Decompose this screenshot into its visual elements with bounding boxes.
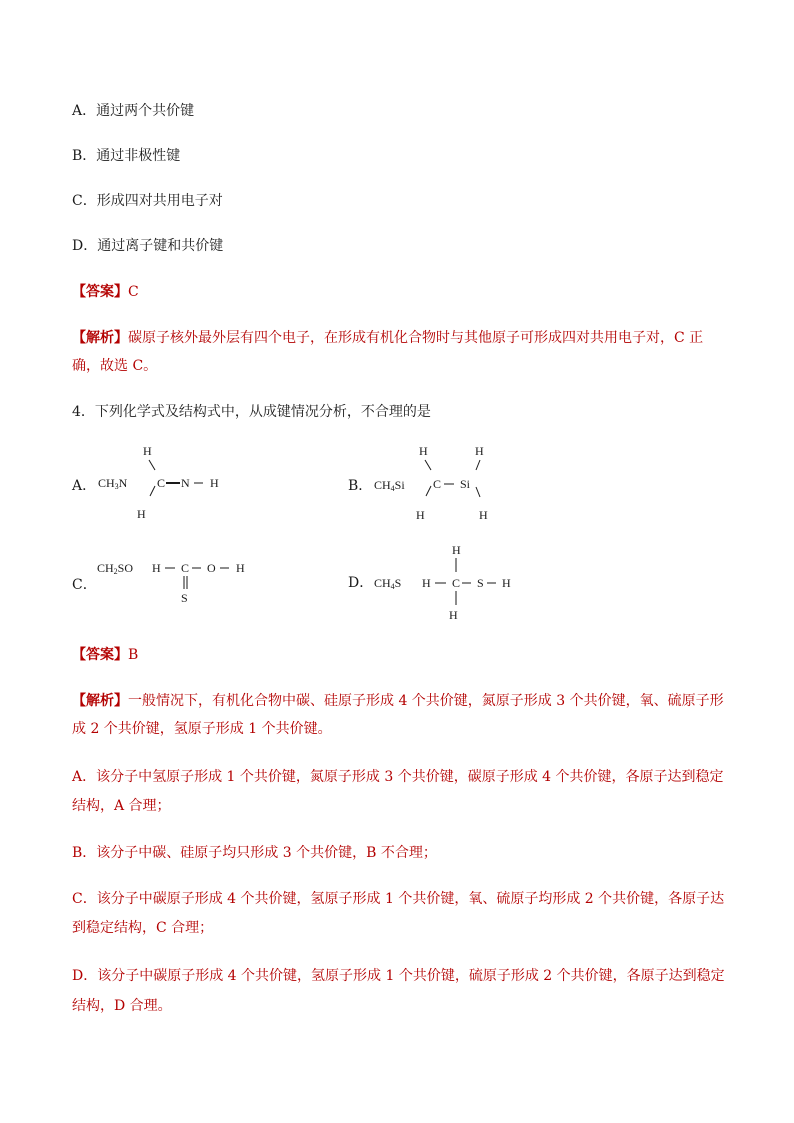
- formula-main: CH: [98, 476, 115, 490]
- formula-tail: S: [394, 576, 402, 590]
- formula-sub: 4: [390, 484, 395, 493]
- b-atom-si: Si: [460, 477, 471, 491]
- q3-analysis-line1: [72, 328, 703, 348]
- q4-option-c-formula: [97, 561, 133, 579]
- q4-analysis-b-line1: B．该分子中碳、硅原子均只形成 3 个共价键，B 不合理；: [72, 845, 437, 861]
- d-atom-h-left: H: [422, 576, 431, 590]
- q4-option-d-formula: [374, 576, 401, 594]
- a-atom-h-top: H: [143, 444, 152, 458]
- b-bond-c-h-bottom: [426, 486, 431, 496]
- q4-answer: [72, 645, 138, 665]
- formula-tail: Si: [394, 478, 405, 492]
- c-atom-o: O: [207, 561, 216, 575]
- b-atom-c: C: [433, 477, 442, 491]
- a-atom-h-bottom: H: [137, 507, 146, 521]
- a-atom-n: N: [181, 476, 190, 490]
- analysis-text: 碳原子核外最外层有四个电子，在形成有机化合物时与其他原子可形成四对共用电子对，C 正: [128, 330, 704, 346]
- q3-option-d: D．通过离子键和共价键: [72, 238, 224, 254]
- formula-sub: 2: [113, 567, 118, 576]
- formula-sub: 3: [114, 482, 119, 491]
- c-atom-s: S: [181, 591, 188, 605]
- c-atom-h-right: H: [236, 561, 245, 575]
- q3-answer: [72, 282, 139, 302]
- c-atom-c: C: [181, 561, 190, 575]
- b-atom-h-top-left: H: [419, 444, 428, 458]
- q4-stem: 4．下列化学式及结构式中，从成键情况分析，不合理的是: [72, 404, 431, 420]
- d-atom-c: C: [452, 576, 461, 590]
- d-atom-s: S: [477, 576, 484, 590]
- c-atom-h-left: H: [152, 561, 161, 575]
- a-atom-h-right: H: [210, 476, 219, 490]
- q4-option-b-label: B．: [348, 478, 373, 494]
- answer-value: B: [128, 647, 139, 663]
- q4-analysis-a-line1: A．该分子中氢原子形成 1 个共价键，氮原子形成 3 个共价键，碳原子形成 4 个共价键，各原子达到稳定: [72, 769, 724, 785]
- q3-option-b: B．通过非极性键: [72, 148, 181, 164]
- b-bond-si-h-top: [476, 460, 480, 470]
- formula-main: CH: [374, 478, 391, 492]
- formula-main: CH: [374, 576, 391, 590]
- q4-option-c-label: C．: [72, 577, 97, 593]
- analysis-text: 一般情况下，有机化合物中碳、硅原子形成 4 个共价键，氮原子形成 3 个共价键，氧、硫原子形: [128, 693, 724, 709]
- q4-option-d-label: D．: [348, 575, 374, 591]
- analysis-tag: 【解析】: [72, 693, 128, 709]
- q4-option-a-label: A．: [72, 478, 97, 494]
- q4-analysis-d-line1: D．该分子中碳原子形成 4 个共价键，氢原子形成 1 个共价键，硫原子形成 2 个共价键，各原子达到稳定: [72, 968, 725, 984]
- b-atom-h-top-right: H: [475, 444, 484, 458]
- answer-value: C: [128, 284, 139, 300]
- q3-analysis-line2: 确，故选 C。: [72, 358, 158, 374]
- d-atom-h-top: H: [452, 543, 461, 557]
- a-atom-c: C: [157, 476, 166, 490]
- answer-tag: 【答案】: [72, 284, 128, 300]
- analysis-tag: 【解析】: [72, 330, 128, 346]
- a-bond-c-h-bottom: [150, 486, 155, 496]
- q4-option-a-formula: [98, 476, 127, 494]
- formula-tail: SO: [117, 561, 134, 575]
- formula-main: CH: [97, 561, 114, 575]
- q4-analysis-a-line2: 结构，A 合理；: [72, 798, 171, 814]
- b-atom-h-bottom-left: H: [416, 508, 425, 522]
- b-bond-c-h-top: [425, 460, 431, 470]
- answer-tag: 【答案】: [72, 647, 128, 663]
- d-atom-h-bottom: H: [449, 608, 458, 622]
- formula-sub: 4: [390, 582, 395, 591]
- formula-tail: N: [118, 476, 128, 490]
- q3-option-a: A．通过两个共价键: [72, 103, 195, 119]
- a-bond-c-h-top: [149, 460, 155, 470]
- q4-analysis-c-line1: C．该分子中碳原子形成 4 个共价键，氢原子形成 1 个共价键，氧、硫原子均形成 2 个共价键，各原子达: [72, 891, 725, 907]
- b-bond-si-h-bottom: [476, 487, 480, 497]
- q4-analysis-c-line2: 到稳定结构，C 合理；: [72, 920, 214, 936]
- q3-option-c: C．形成四对共用电子对: [72, 193, 223, 209]
- q4-option-b-formula: [374, 478, 405, 496]
- q4-analysis-line2: 成 2 个共价键，氢原子形成 1 个共价键。: [72, 721, 332, 737]
- b-atom-h-bottom-right: H: [479, 508, 488, 522]
- q4-analysis-d-line2: 结构，D 合理。: [72, 998, 172, 1014]
- d-atom-h-right: H: [502, 576, 511, 590]
- q4-analysis-line1: [72, 691, 724, 711]
